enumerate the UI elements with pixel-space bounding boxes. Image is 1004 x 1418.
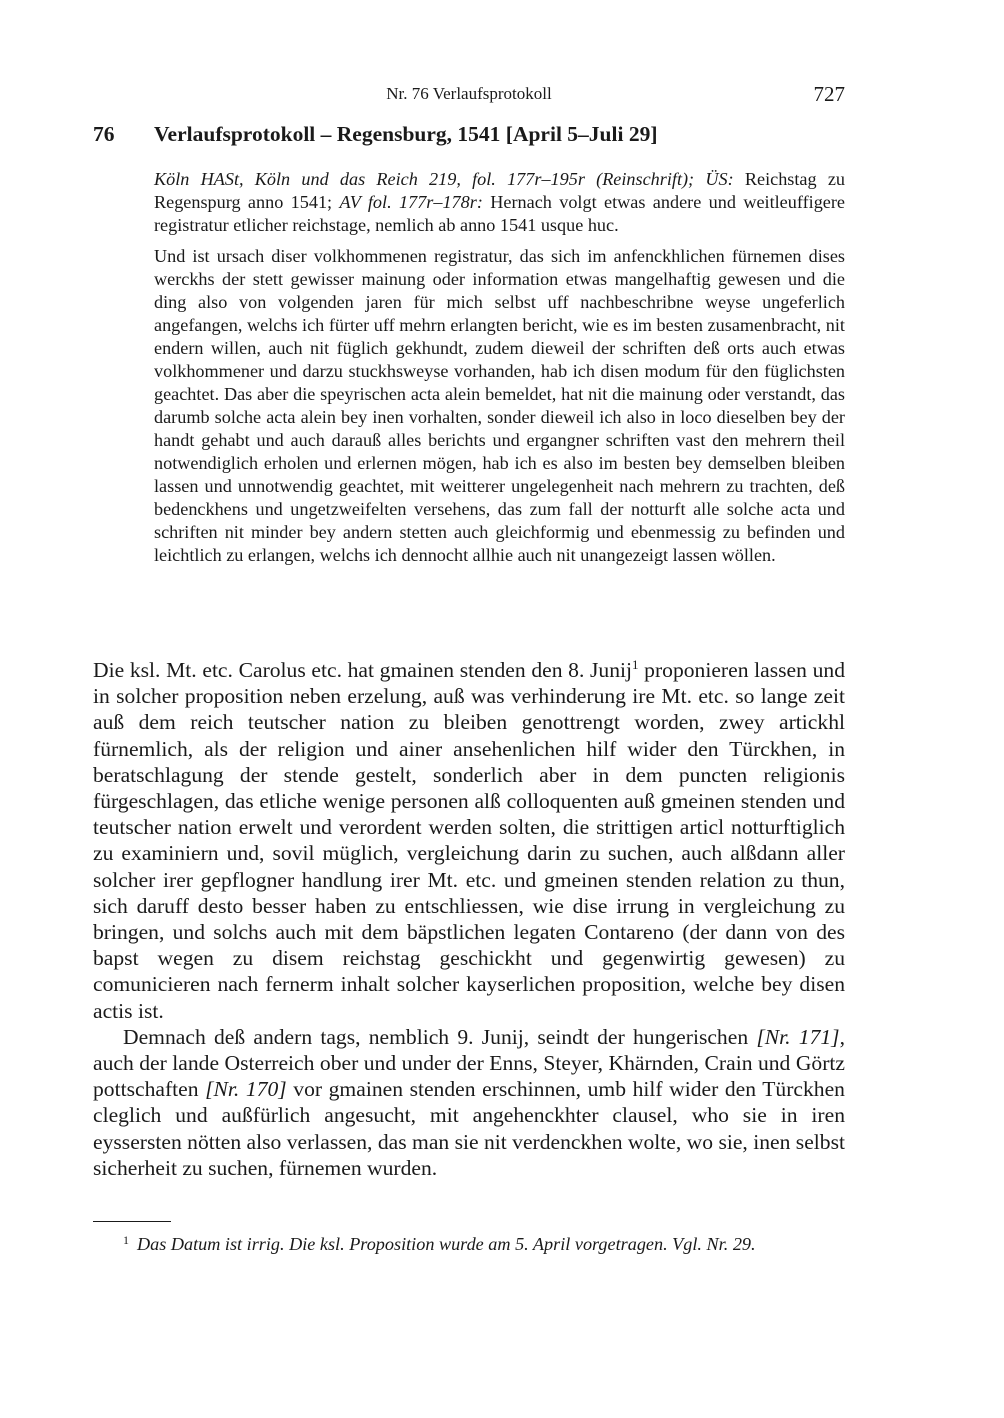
paragraph-1-rest: proponieren lassen und in solcher proposition neben erzelung, auß was verhinderung ire Mt. etc. so lange zeit auß dem reich teutscher nation zu bleiben genottrengt worden, zwey artickhl fürnemlich, als der religion und ainer ansehenlichen hilf wider den Türckhen, in beratschlagung der stende gestelt, sonderlich aber in dem puncten religionis fürgeschlagen, das etliche wenige personen alß colloquenten auß gmeinen stenden und teutscher nation erwelt und verordent werden solten, die strittigen articl notturftiglich zu examiniern und, sovil müglich, vergleichung darin zu suchen, auch alßdann aller solcher irer gepflogner handlung irer Mt. etc. und gmeinen stenden relation zu thun, sich daruff desto besser haben zu entschliessen, wie dise irrung in vergleichung zu bringen, und solchs auch mit dem bäpstlichen legaten Contareno (der dann von des bapst wegen zu disem reichstag geschickht und gegenwirtig gewesen) zu comunicieren nach fernerm inhalt solcher kayserlichen proposition, welche bey disen actis ist.: [93, 658, 845, 1023]
cross-reference[interactable]: [Nr. 171]: [756, 1024, 840, 1049]
footnote-text: Das Datum ist irrig. Die ksl. Proposition wurde am 5. April vorgetragen. Vgl. Nr. 29.: [137, 1234, 756, 1254]
footnote-reference[interactable]: 1: [632, 657, 639, 672]
source-av: AV fol. 177r–178r:: [339, 192, 483, 212]
paragraph-2-start: Demnach deß andern tags, nemblich 9. Junij, seindt der hungerischen: [123, 1024, 757, 1049]
running-head: [93, 82, 845, 106]
main-text: [93, 657, 845, 1181]
source-av-text: Hernach volgt etwas andere und weitleuffigere registratur etlicher reichstage, nemlich ab anno 1541 usque huc.: [154, 192, 845, 235]
paragraph-2-end: vor gmainen stenden erschinnen, umb hilf wider den Türckhen cleglich und außfürlich angesucht, mit angehenckhter clausel, who sie in iren eyssersten nötten also verlassen, das man sie nit verdenckhen wolte, wo sie, inen selbst sicherheit zu suchen, fürnemen wurden.: [93, 1077, 845, 1180]
main-paragraph-2: [93, 1024, 845, 1181]
preface-paragraph: Und ist ursach diser volkhommenen registratur, das sich im anfenckhlichen fürnemen dises werckhs der stett gewisser mainung oder information etwas mangelhaftig gewesen und die ding also von volgenden jaren für mich selbst uff nachbeschribne weyse ungeferlich angefangen, welchs ich fürter uff mehrn erlangten bericht, wie es im besten zusamenbracht, nit endern willen, auch nit füglich gekhundt, zudem dieweil der schriften deß orts auch etwas volkhommener und darzu stuckhsweyse vorhanden, hab ich disen modum für den füglichsten geachtet. Das aber die speyrischen acta alein bemeldet, hat nit die mainung oder verstandt, das darumb solche acta alein bey inen vorhalten, sonder dieweil ich also in loco dieselben bey der handt gehabt und auch darauß alles berichts und ergangner schriften vast den mehrern theil notwendiglich erholen und erlernen mögen, hab ich es also im besten bey demselben bleiben lassen und unnotwendig geachtet, mit weitterer ungelegenheit nach mehrern zu trachten, deß bedenckhens und ungetzweifelten versehens, das zum fall der notturft alle solche acta und schriften nit minder bey andern stetten auch gleichformig und ebenmessig zu befinden und leichtlich zu erlangen, welchs ich dennocht allhie auch nit unangezeigt lassen wöllen.: [154, 246, 845, 565]
cross-reference[interactable]: [Nr. 170]: [205, 1077, 287, 1102]
paragraph-2-middle: , auch der lande Osterreich ober und under der Enns, Steyer, Khärnden, Crain und Görtz pottschaften: [93, 1024, 845, 1102]
footnote-mark: 1: [123, 1233, 129, 1247]
document-title: Verlaufsprotokoll – Regensburg, 1541 [April 5–Juli 29]: [154, 122, 658, 146]
source-note: [154, 168, 845, 237]
page-number: 727: [813, 82, 845, 106]
main-paragraph-1: [93, 657, 845, 1024]
paragraph-1-start: Die ksl. Mt. etc. Carolus etc. hat gmainen stenden den 8. Junij: [93, 658, 633, 682]
source-archive: Köln HASt, Köln und das Reich 219, fol. 177r–195r (Reinschrift); ÜS:: [154, 169, 734, 189]
document-number: 76: [93, 122, 115, 146]
source-title: Reichstag zu Regenspurg anno 1541;: [154, 169, 845, 212]
running-title: Nr. 76 Verlaufsprotokoll: [386, 84, 552, 103]
document-heading: [93, 122, 845, 147]
footnote: [123, 1229, 845, 1256]
footnote-divider: [93, 1221, 171, 1222]
